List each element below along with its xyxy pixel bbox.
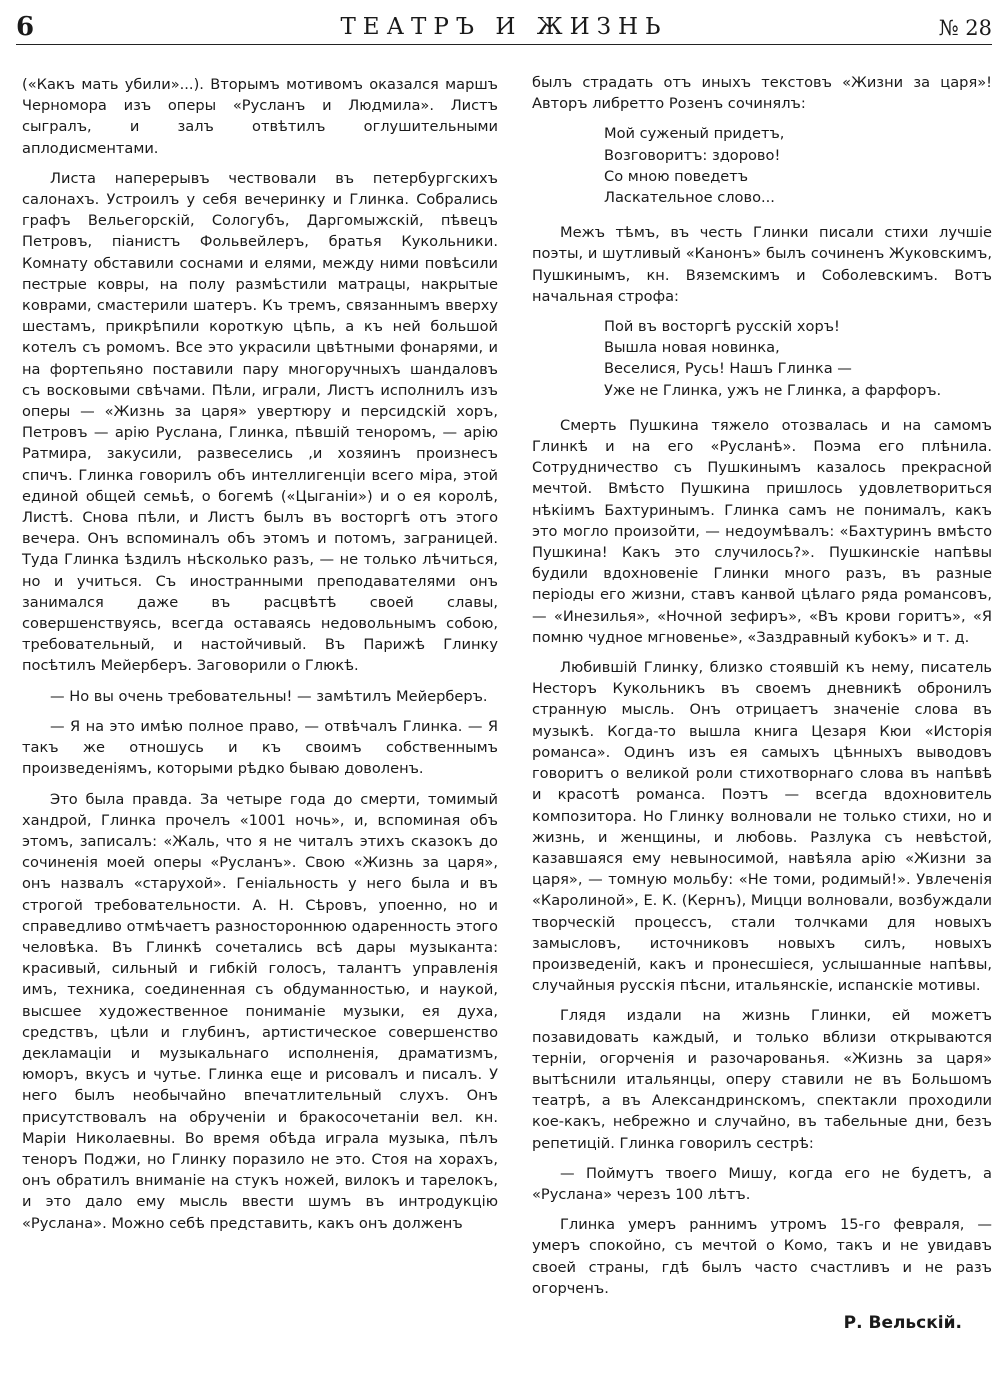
verse-line: Веселися, Русь! Нашъ Глинка —: [604, 360, 852, 378]
issue-number: № 28: [938, 16, 992, 40]
verse-line: Мой суженый придетъ,: [604, 125, 785, 143]
verse-line: Пой въ восторгѣ русскій хоръ!: [604, 318, 840, 336]
verse-line: Со мною поведетъ: [604, 167, 749, 185]
verse-line: Ласкательное слово...: [604, 189, 775, 207]
paragraph: Межъ тѣмъ, въ честь Глинки писали стихи лучшіе поэты, и шутливый «Канонъ» былъ сочиненъ Жуковскимъ, Пушкинымъ, кн. Вяземскимъ и Соболевскимъ. Вотъ начальная строфа:: [532, 224, 992, 305]
paragraph: — Я на это имѣю полное право, — отвѣчалъ Глинка. — Я такъ же отношусь и къ своимъ собственнымъ произведеніямъ, которыми рѣдко бываю доволенъ.: [22, 717, 498, 778]
paragraph: Это была правда. За четыре года до смерти, томимый хандрой, Глинка прочелъ «1001 ночь», и, вспоминая объ этомъ, записалъ: «Жаль, что я не читалъ этихъ сказокъ до сочиненія моей оперы «Русланъ». Свою «Жизнь за царя», онъ назвалъ «старухой». Геніальность у него была и въ строгой требовательности. А. Н. Сѣровъ, упоенно, но и справедливо отмѣчаетъ разностороннюю одаренность этого человѣка. Въ Глинкѣ сочетались всѣ дары музыканта: красивый, сильный и гибкій голосъ, талантъ управленія имъ, техника, соединенная съ обдуманностью, и наукой, высшее художественное пониманіе музыки, ея духа, средствъ, цѣли и глубинъ, артистическое совершенство декламаціи и музыкальнаго исполненія, драматизмъ, юморъ, вкусъ и чутье. Глинка еще и рисовалъ и писалъ. У него былъ необычайно впечатлительный слухъ. Онъ присутствовалъ на обрученіи и бракосочетаніи вел. кн. Маріи Николаевны. Во время обѣда играла музыка, пѣлъ теноръ Поджи, но Глинку поразило не это. Стоя на хорахъ, онъ обратилъ вниманіе на стукъ ножей, вилокъ и тарелокъ, и это дало ему мысль ввести шумъ въ интродукцію «Руслана». Можно себѣ представить, какъ онъ долженъ: [22, 790, 498, 1232]
paragraph: — Поймутъ твоего Мишу, когда его не будетъ, а «Руслана» черезъ 100 лѣтъ.: [532, 1164, 992, 1203]
paragraph: («Какъ мать убили»...). Вторымъ мотивомъ оказался маршъ Черномора изъ оперы «Русланъ и Людмила». Листъ сыгралъ, и залъ отвѣтилъ оглушительными аплодисментами.: [22, 76, 498, 157]
publication-title: ТЕАТРЪ И ЖИЗНЬ: [340, 14, 668, 40]
author-signature: Р. Вельскій.: [843, 1312, 962, 1333]
paragraph: Любившій Глинку, близко стоявшій къ нему, писатель Несторъ Кукольникъ въ своемъ дневникѣ обронилъ странную мысль. Онъ отрицаетъ значеніе слова въ музыкѣ. Когда-то вышла книга Цезаря Кюи «Исторія романса». Одинъ изъ ея самыхъ цѣнныхъ выводовъ говоритъ о великой роли стихотворнаго слова въ напѣвѣ и красотѣ романса. Поэтъ — всегда вдохновитель композитора. Но Глинку волновали не только стихи, но и жизнь, и женщины, и любовь. Разлука съ невѣстой, казавшаяся ему невыносимой, навѣяла арію «Жизни за царя», — томную мольбу: «Не томи, родимый!». Увлеченія «Каролиной», Е. К. (Кернъ), Мицци волновали, возбуждали творческій процессъ, стали толчками для новыхъ замысловъ, источниковъ новыхъ силъ, новыхъ произведеній, какъ и пронесшіеся, услышанные напѣвы, случайныя русскія пѣсни, итальянскіе, испанскіе мотивы.: [532, 659, 992, 995]
paragraph: Листа наперерывъ чествовали въ петербургскихъ салонахъ. Устроилъ у себя вечеринку и Глинка. Собрались графъ Вельегорскій, Сологубъ, Даргомыжскій, пѣвецъ Петровъ, піанистъ Фольвейлеръ, братья Кукольники. Комнату обставили соснами и елями, между ними повѣсили пестрые ковры, на полу размѣстили матрацы, накрытые коврами, смастерили шатеръ. Къ тремъ, связаннымъ вверху шестамъ, прикрѣпили короткую цѣпь, а къ ней большой котелъ съ ромомъ. Все это украсили цвѣтными фонарями, и на фортепьяно поставили пару многоручныхъ шандаловъ съ восковыми свѣчами. Пѣли, играли, Листъ исполнилъ изъ оперы — «Жизнь за царя» увертюру и персидскій хоръ, Петровъ — арію Руслана, Глинка, пѣвшій теноромъ, — арію Ратмира, закусили, развеселись ,и хозяинъ произнесъ спичъ. Глинка говорилъ объ интеллигенціи всего міра, этой единой общей семьѣ, о богемѣ («Цыганіи») и о ея королѣ, Листѣ. Снова пѣли, и Листъ былъ въ восторгѣ отъ этого вечера. Онъ вспоминалъ объ этомъ и потомъ, заграницей. Туда Глинка ѣздилъ нѣсколько разъ, — не только лѣчиться, но и учиться. Съ иностранными преподавателями онъ занимался даже въ расцвѣтѣ своей славы, совершенствуясь, всегда оставаясь недовольнымъ собою, требовательный, и настойчивый. Въ Парижѣ Глинку посѣтилъ Мейерберъ. Заговорили о Глюкѣ.: [22, 169, 498, 675]
page-number: 6: [16, 12, 35, 42]
left-column: [22, 74, 498, 1243]
page-header: [16, 12, 992, 52]
verse-libretto: [604, 123, 992, 208]
verse-line: Возговоритъ: здорово!: [604, 146, 781, 164]
paragraph: Глядя издали на жизнь Глинки, ей можетъ позавидовать каждый, и только вблизи открываются терніи, огорченія и разочарованья. «Жизнь за царя» вытѣснили итальянцы, оперу ставили не въ Большомъ театрѣ, а въ Александринскомъ, спектакли проходили кое-какъ, небрежно и случайно, въ табельные дни, безъ репетицій. Глинка говорилъ сестрѣ:: [532, 1007, 992, 1152]
verse-line: Вышла новая новинка,: [604, 339, 780, 357]
paragraph: Смерть Пушкина тяжело отозвалась и на самомъ Глинкѣ и на его «Русланѣ». Поэма его плѣнила. Сотрудничество съ Пушкинымъ казалось прекрасной мечтой. Вмѣсто Пушкина пришлось удовлетвориться нѣкіимъ Бахтуринымъ. Глинка самъ не понималъ, какъ это могло произойти, — недоумѣвалъ: «Бахтуринъ вмѣсто Пушкина! Какъ это случилось?». Пушкинскіе напѣвы будили вдохновеніе Глинки много разъ, въ разные періоды его жизни, ставъ канвой цѣлаго ряда романсовъ, — «Инезилья», «Ночной зефиръ», «Въ крови горитъ», «Я помню чудное мгновенье», «Заздравный кубокъ» и т. д.: [532, 416, 992, 646]
paragraph: Глинка умеръ раннимъ утромъ 15-го февраля, — умеръ спокойно, съ мечтой о Комо, такъ и не увидавъ своей страны, гдѣ былъ часто счастливъ и не разъ огорченъ.: [532, 1216, 992, 1297]
right-column: [532, 72, 992, 1334]
verse-canon: [604, 316, 992, 401]
verse-line: Уже не Глинка, ужъ не Глинка, а фарфоръ.: [604, 381, 942, 399]
paragraph: — Но вы очень требовательны! — замѣтилъ Мейерберъ.: [50, 687, 488, 705]
header-rule: [16, 44, 992, 45]
paragraph: былъ страдать отъ иныхъ текстовъ «Жизни за царя»! Авторъ либретто Розенъ сочинялъ:: [532, 74, 992, 113]
